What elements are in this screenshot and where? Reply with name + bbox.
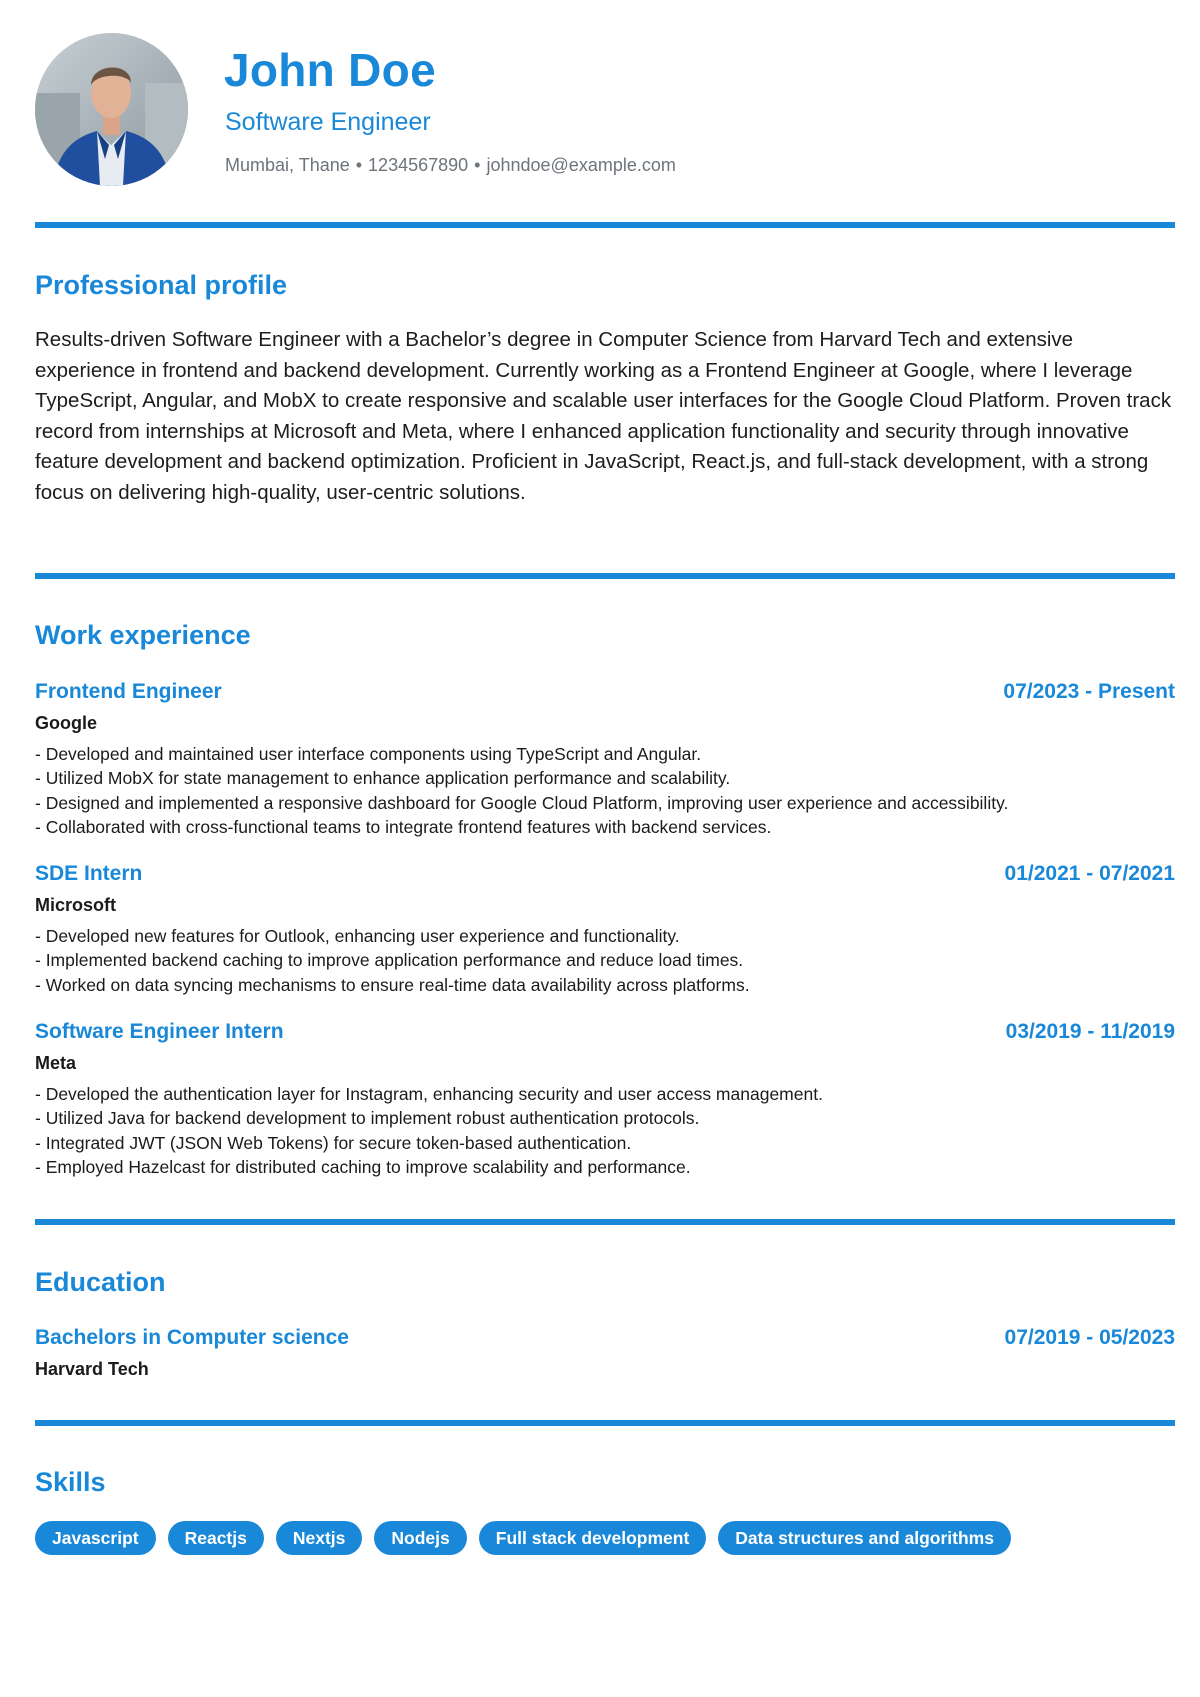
contact-phone: 1234567890 — [368, 155, 469, 175]
contact-location: Mumbai, Thane — [225, 155, 350, 175]
education-section-title: Education — [35, 1267, 166, 1297]
education-degree: Bachelors in Computer science — [35, 1326, 349, 1349]
contact-line — [225, 155, 676, 176]
job-bullet: - Designed and implemented a responsive dashboard for Google Cloud Platform, improving user experience and accessibility. — [35, 792, 1009, 813]
skill-tag: Reactjs — [168, 1521, 264, 1555]
contact-email: johndoe@example.com — [486, 155, 676, 175]
skills-list — [35, 1521, 1011, 1555]
job-bullet: - Employed Hazelcast for distributed caching to improve scalability and performance. — [35, 1156, 691, 1177]
skill-tag: Javascript — [35, 1521, 156, 1555]
job-bullet-list — [35, 924, 750, 997]
resume-header — [35, 33, 1175, 193]
skill-tag: Nodejs — [374, 1521, 466, 1555]
job-title: Frontend Engineer — [35, 680, 222, 703]
skills-section-title: Skills — [35, 1467, 106, 1497]
avatar-photo-icon — [35, 33, 188, 186]
job-company: Microsoft — [35, 895, 116, 915]
job-bullet: - Developed the authentication layer for Instagram, enhancing security and user access management. — [35, 1084, 823, 1104]
job-title: SDE Intern — [35, 862, 143, 885]
skill-tag: Data structures and algorithms — [718, 1521, 1011, 1555]
section-divider — [35, 1420, 1175, 1426]
contact-separator: • — [355, 155, 363, 175]
job-bullet: - Utilized MobX for state management to enhance application performance and scalability. — [35, 768, 731, 789]
job-bullet: - Developed new features for Outlook, enhancing user experience and functionality. — [35, 926, 680, 946]
job-company: Meta — [35, 1053, 77, 1073]
section-divider — [35, 222, 1175, 228]
section-divider — [35, 1219, 1175, 1225]
job-bullet-list — [35, 1082, 823, 1179]
job-title: Software Engineer Intern — [35, 1020, 284, 1043]
contact-separator: • — [474, 155, 481, 175]
job-bullet: - Worked on data syncing mechanisms to ensure real-time data availability across platforms. — [35, 974, 750, 995]
job-dates: 03/2019 - 11/2019 — [1005, 1020, 1175, 1043]
work-section-title: Work experience — [35, 620, 251, 650]
avatar — [35, 33, 188, 186]
job-bullet: - Collaborated with cross-functional teams to integrate frontend features with backend services. — [35, 816, 772, 837]
job-dates: 07/2023 - Present — [1003, 680, 1175, 703]
job-bullet: - Utilized Java for backend development to implement robust authentication protocols. — [35, 1108, 700, 1129]
job-company: Google — [35, 713, 97, 733]
job-bullet: - Implemented backend caching to improve application performance and reduce load times. — [35, 950, 744, 971]
skill-tag: Full stack development — [479, 1521, 707, 1555]
profile-section-title: Professional profile — [35, 270, 288, 300]
person-name: John Doe — [224, 44, 436, 96]
job-bullet: - Integrated JWT (JSON Web Tokens) for secure token-based authentication. — [35, 1132, 632, 1153]
section-divider — [35, 573, 1175, 579]
person-role: Software Engineer — [225, 108, 431, 136]
job-bullet-list — [35, 742, 1008, 839]
job-bullet: - Developed and maintained user interface components using TypeScript and Angular. — [35, 744, 702, 764]
education-school: Harvard Tech — [35, 1359, 149, 1379]
education-dates: 07/2019 - 05/2023 — [1004, 1326, 1175, 1349]
job-dates: 01/2021 - 07/2021 — [1004, 862, 1175, 885]
profile-summary: Results-driven Software Engineer with a Bachelor’s degree in Computer Science from Harvard Tech and extensive experience in frontend and backend development. Currently working as a Frontend Engineer at Google, where I leverage TypeScript, Angular, and MobX to create responsive and scalable user interfaces for the Google Cloud Platform. Proven track record from internships at Microsoft and Meta, where I enhanced application functionality and security through innovative feature development and backend optimization. Proficient in JavaScript, React.js, and full-stack development, with a strong focus on delivering high-quality, user-centric solutions. — [35, 328, 1172, 504]
skill-tag: Nextjs — [276, 1521, 363, 1555]
